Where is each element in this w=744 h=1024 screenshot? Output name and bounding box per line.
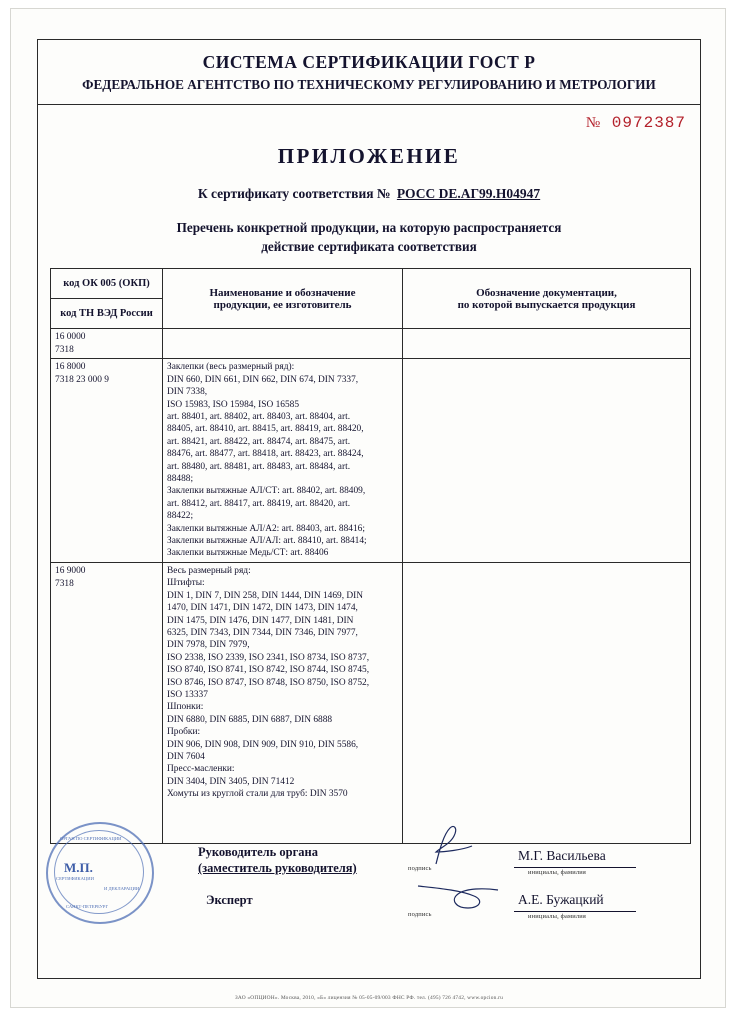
header-system-title: СИСТЕМА СЕРТИФИКАЦИИ ГОСТ Р <box>202 52 536 72</box>
table-row <box>51 562 691 843</box>
product-line: 6325, DIN 7343, DIN 7344, DIN 7346, DIN 7977, <box>167 627 358 638</box>
row-docs <box>403 359 691 563</box>
product-line: DIN 7978, DIN 7979, <box>167 640 250 651</box>
document-header <box>38 40 700 98</box>
product-line: Заклепки (весь размерный ряд): <box>167 362 295 373</box>
product-line: Заклепки вытяжные Медь/СТ: art. 88406 <box>167 548 329 559</box>
product-line: DIN 906, DIN 908, DIN 909, DIN 910, DIN 5586, <box>167 739 359 750</box>
signer-role-head: Руководитель органа <box>198 845 318 859</box>
scope-line-2: действие сертификата соответствия <box>261 239 477 255</box>
product-line: DIN 3404, DIN 3405, DIN 71412 <box>167 776 295 787</box>
product-line: 88422; <box>167 511 194 522</box>
signature-caption-head: подпись <box>408 865 432 872</box>
table-header-okp: код ОК 005 (ОКП) <box>51 269 162 299</box>
stamp-mp-label: М.П. <box>64 860 93 875</box>
printer-imprint: ЗАО «ОПЦИОН». Москва, 2010, «Б» лицензия № 05-05-09/003 ФНС РФ. тел. (495) 726 4742, www.opcion.ru <box>235 995 503 1001</box>
table-header-row <box>51 269 691 329</box>
signature-block <box>38 822 700 952</box>
row-product <box>163 329 403 359</box>
document-number-value: 0972387 <box>611 114 686 132</box>
signer-role-deputy: (заместитель руководителя) <box>198 861 357 875</box>
signer-role-expert: Эксперт <box>206 893 253 907</box>
name-underline-head <box>514 867 636 868</box>
header-divider <box>38 104 700 105</box>
product-line: 88405, art. 88410, art. 88415, art. 88419, art. 88420, <box>167 424 364 435</box>
row-code-okp: 16 0000 <box>55 332 86 342</box>
row-code-tnved: 7318 <box>55 578 74 589</box>
table-header-tnved: код ТН ВЭД России <box>60 308 153 319</box>
number-sign: № <box>585 115 602 131</box>
product-line: Весь размерный ряд: <box>167 565 251 576</box>
page-title: ПРИЛОЖЕНИЕ <box>277 144 461 168</box>
product-line: Штифты: <box>167 578 205 589</box>
product-line: DIN 660, DIN 661, DIN 662, DIN 674, DIN 7337, <box>167 374 359 385</box>
row-codes <box>51 329 163 359</box>
product-line: 1470, DIN 1471, DIN 1472, DIN 1473, DIN 1474, <box>167 603 358 614</box>
product-line: 88476, art. 88477, art. 88418, art. 88423, art. 88424, <box>167 449 364 460</box>
stamp-arc-bottom: САНКТ-ПЕТЕРБУРГ <box>66 904 109 909</box>
product-line: Пресс-масленки: <box>167 764 235 775</box>
product-line: Хомуты из круглой стали для труб: DIN 3570 <box>167 789 348 800</box>
scope-line-1: Перечень конкретной продукции, на которую распространяется <box>176 220 562 235</box>
stamp-text-left: СЕРТИФИКАЦИИ <box>56 876 94 881</box>
row-docs <box>403 329 691 359</box>
product-line: ISO 13337 <box>167 689 208 700</box>
initials-caption-expert: инициалы, фамилия <box>528 913 587 920</box>
table-header-docs-line1: Обозначение документации, <box>476 286 617 299</box>
product-line: 88488; <box>167 474 194 485</box>
product-line: art. 88401, art. 88402, art. 88403, art. 88404, art. <box>167 412 351 422</box>
signature-caption-expert: подпись <box>408 911 432 918</box>
product-line: DIN 7338, <box>167 387 208 398</box>
row-product <box>163 359 403 563</box>
product-line: DIN 1475, DIN 1476, DIN 1477, DIN 1481, DIN <box>167 615 354 626</box>
signature-mark-head <box>410 822 500 868</box>
signer-name-head: М.Г. Васильева <box>518 848 606 863</box>
table-header-product <box>163 269 403 329</box>
signature-mark-expert <box>410 878 510 914</box>
row-codes <box>51 359 163 563</box>
certificate-reference-label: К сертификату соответствия № <box>197 186 391 201</box>
product-line: Пробки: <box>167 727 201 738</box>
product-line: ISO 8740, ISO 8741, ISO 8742, ISO 8744, ISO 8745, <box>167 665 370 676</box>
product-line: art. 88480, art. 88481, art. 88483, art. 88484, art. <box>167 461 351 472</box>
product-line: DIN 7604 <box>167 751 205 762</box>
row-codes <box>51 562 163 843</box>
table-header-product-line2: продукции, ее изготовитель <box>213 298 352 311</box>
product-line: ISO 8746, ISO 8747, ISO 8748, ISO 8750, ISO 8752, <box>167 677 370 688</box>
product-line: Заклепки вытяжные АЛ/А2: art. 88403, art. 88416; <box>167 523 365 534</box>
document-frame <box>37 39 701 979</box>
table-header-docs-line2: по которой выпускается продукция <box>457 298 636 311</box>
table-header-docs <box>403 269 691 329</box>
product-line: Заклепки вытяжные АЛ/АЛ: art. 88410, art. 88414; <box>167 536 367 547</box>
signer-name-expert: А.Е. Бужацкий <box>518 892 604 907</box>
scope-text <box>38 218 700 256</box>
product-table <box>50 268 691 844</box>
table-row <box>51 359 691 563</box>
header-agency-title: ФЕДЕРАЛЬНОЕ АГЕНТСТВО ПО ТЕХНИЧЕСКОМУ РЕГУЛИРОВАНИЮ И МЕТРОЛОГИИ <box>82 77 656 92</box>
product-line: ISO 2338, ISO 2339, ISO 2341, ISO 8734, ISO 8737, <box>167 652 370 663</box>
row-docs <box>403 562 691 843</box>
product-line: art. 88421, art. 88422, art. 88474, art. 88475, art. <box>167 436 351 447</box>
initials-caption-head: инициалы, фамилия <box>528 869 587 876</box>
stamp-arc-top: ОРГАН ПО СЕРТИФИКАЦИИ <box>60 836 122 841</box>
product-line: art. 88412, art. 88417, art. 88419, art. 88420, art. <box>167 498 351 509</box>
product-line: Шпонки: <box>167 702 204 713</box>
product-line: ISO 15983, ISO 15984, ISO 16585 <box>167 399 300 410</box>
row-code-okp: 16 9000 <box>55 565 86 576</box>
certificate-reference <box>38 186 700 202</box>
product-line: DIN 6880, DIN 6885, DIN 6887, DIN 6888 <box>167 714 333 725</box>
row-code-okp: 16 8000 <box>55 362 86 373</box>
name-underline-expert <box>514 911 636 912</box>
certificate-sheet <box>10 8 726 1008</box>
table-row <box>51 329 691 359</box>
certificate-number: РОСС DE.АГ99.Н04947 <box>396 186 541 201</box>
table-header-product-line1: Наименование и обозначение <box>209 286 356 299</box>
row-code-tnved: 7318 <box>55 344 74 355</box>
product-line: DIN 1, DIN 7, DIN 258, DIN 1444, DIN 1469, DIN <box>167 590 364 601</box>
table-header-codes <box>51 269 163 329</box>
official-stamp <box>42 820 160 924</box>
row-code-tnved: 7318 23 000 9 <box>55 375 109 386</box>
stamp-text-right: И ДЕКЛАРАЦИИ <box>104 886 140 891</box>
product-line: Заклепки вытяжные АЛ/СТ: art. 88402, art. 88409, <box>167 486 366 497</box>
row-product <box>163 562 403 843</box>
document-number <box>586 114 686 132</box>
